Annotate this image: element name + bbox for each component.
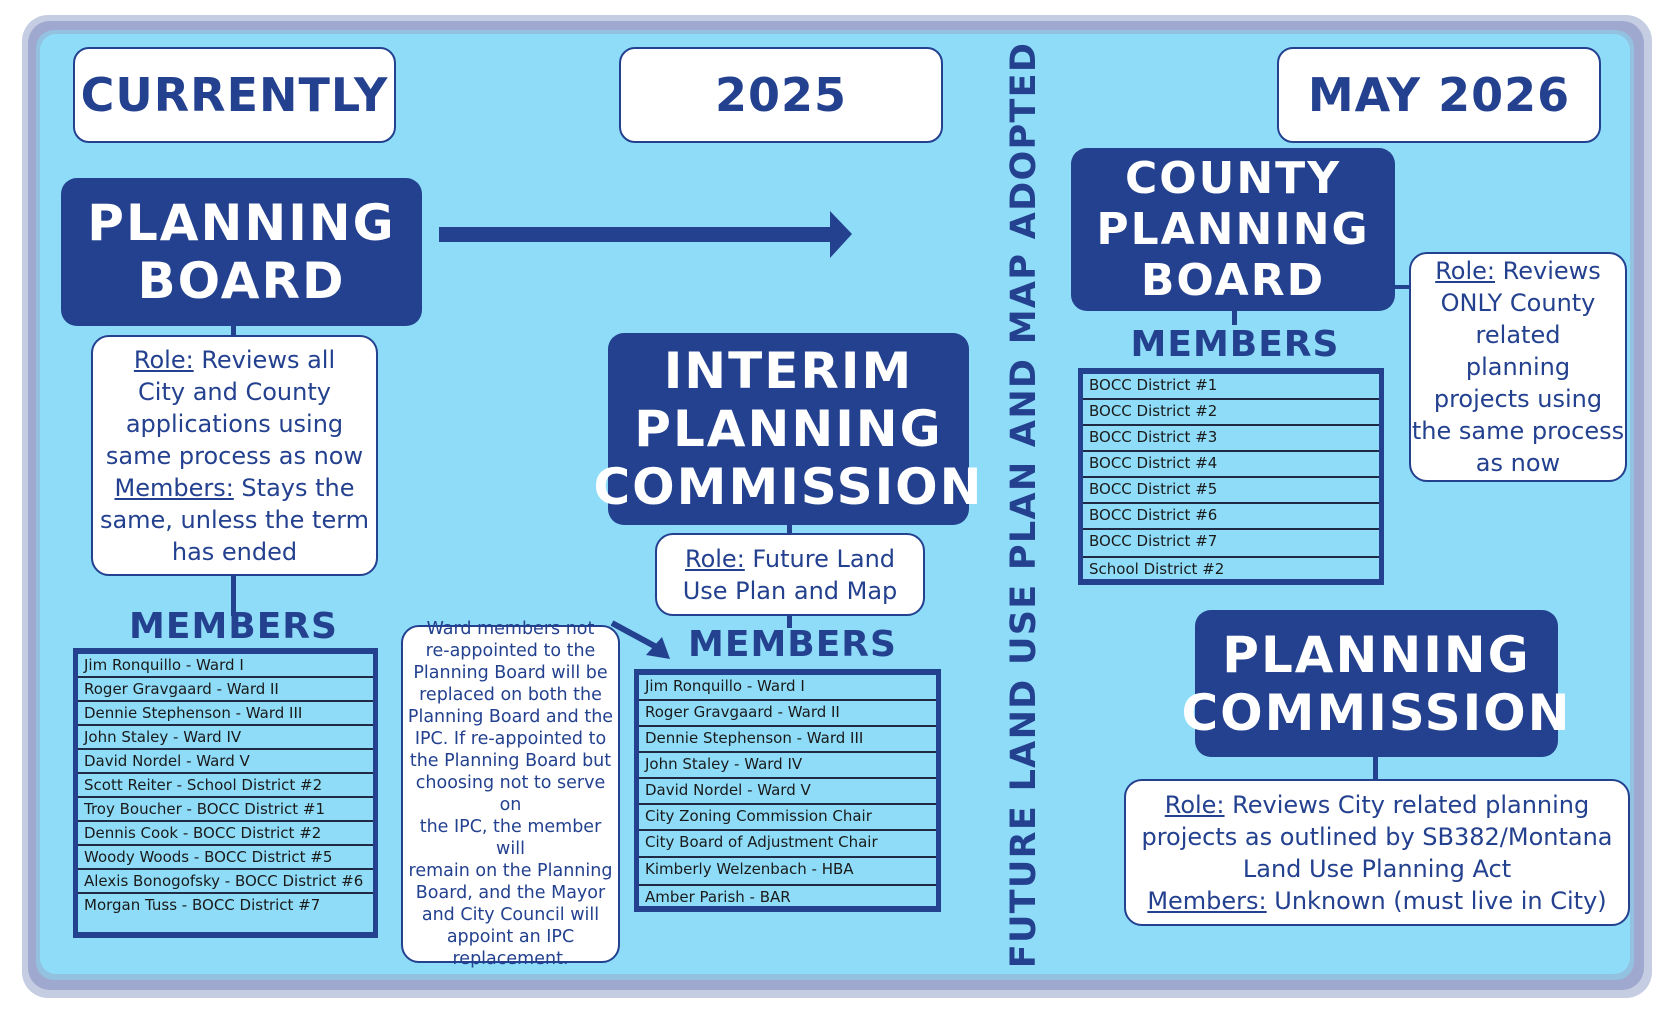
note-line: IPC. If re-appointed to: [414, 729, 607, 749]
planning-board-members-list: [73, 648, 378, 938]
list-item: Troy Boucher - BOCC District #1: [78, 798, 373, 822]
note-line: the IPC, the member will: [419, 817, 602, 859]
note-line: choosing not to serve on: [415, 773, 606, 815]
currently-label-text: CURRENTLY: [80, 68, 389, 122]
ipc-title-line3: COMMISSION: [593, 458, 984, 516]
ipc-members-list: [634, 669, 941, 912]
ipc-role-box: [655, 533, 925, 616]
members-label: Members:: [114, 473, 234, 502]
role-text: City and County: [138, 377, 331, 406]
future-land-use-divider: [1004, 26, 1045, 984]
role-text: related: [1475, 321, 1561, 349]
note-line: remain on the Planning: [408, 861, 613, 881]
cpb-members-list: [1078, 368, 1384, 585]
list-item: Jim Ronquillo - Ward I: [639, 675, 936, 701]
role-text: Reviews: [1495, 257, 1601, 285]
cpb-title-line3: BOARD: [1140, 255, 1326, 307]
note-line: Board, and the Mayor: [415, 883, 606, 903]
note-line: Ward members not: [426, 619, 595, 639]
ipc-members-title: MEMBERS: [688, 624, 897, 665]
note-line: the Planning Board but: [409, 751, 612, 771]
list-item: BOCC District #5: [1083, 478, 1379, 504]
year-2025-label: [619, 47, 943, 143]
role-text: Land Use Planning Act: [1242, 854, 1512, 883]
note-line: re-appointed to the: [425, 641, 596, 661]
transition-arrow-icon: [430, 205, 870, 265]
planning-board-members-title: MEMBERS: [129, 606, 338, 647]
cpb-role-box: [1409, 252, 1627, 482]
note-line: appoint an IPC: [446, 927, 575, 947]
list-item: Scott Reiter - School District #2: [78, 774, 373, 798]
role-label: Role:: [133, 345, 194, 374]
note-line: replaced on both the: [419, 685, 602, 705]
list-item: Kimberly Welzenbach - HBA: [639, 858, 936, 886]
planning-board-header: [61, 178, 422, 326]
role-text: as now: [1475, 449, 1561, 477]
role-text: applications using: [125, 409, 344, 438]
planning-board-title-line2: BOARD: [137, 252, 346, 310]
reappointment-note: [401, 619, 620, 969]
role-label: Role:: [684, 544, 745, 573]
members-label: Members:: [1147, 886, 1267, 915]
connector-line: [1232, 311, 1237, 325]
cpb-members-title: MEMBERS: [1130, 324, 1340, 365]
may-2026-label-text: MAY 2026: [1307, 68, 1571, 122]
role-text: projects using: [1433, 385, 1603, 413]
members-text: same, unless the term: [99, 505, 370, 534]
list-item: BOCC District #7: [1083, 530, 1379, 558]
note-line: replacement.: [452, 949, 569, 969]
members-text: has ended: [171, 537, 298, 566]
list-item: BOCC District #6: [1083, 504, 1379, 530]
planning-board-role-box: [91, 335, 378, 576]
list-item: BOCC District #3: [1083, 426, 1379, 452]
list-item: School District #2: [1089, 560, 1225, 578]
pc-title-line2: COMMISSION: [1181, 683, 1572, 742]
list-item: Roger Gravgaard - Ward II: [639, 701, 936, 727]
list-item: Dennis Cook - BOCC District #2: [78, 822, 373, 846]
note-line: Planning Board and the: [407, 707, 614, 727]
cpb-title-line1: COUNTY: [1124, 152, 1342, 204]
connector-line: [1373, 757, 1378, 781]
pc-role-box: [1124, 779, 1630, 926]
role-text: Reviews City related planning: [1224, 790, 1590, 819]
may-2026-label: [1277, 47, 1601, 143]
interim-planning-commission-header: [593, 333, 984, 525]
list-item: BOCC District #2: [1083, 400, 1379, 426]
role-text: Reviews all: [193, 345, 336, 374]
list-item: Woody Woods - BOCC District #5: [78, 846, 373, 870]
divider-text: FUTURE LAND USE PLAN AND MAP ADOPTED: [1004, 41, 1045, 969]
role-text: the same process: [1411, 417, 1625, 445]
list-item: City Board of Adjustment Chair: [639, 831, 936, 858]
note-line: and City Council will: [421, 905, 600, 925]
year-2025-label-text: 2025: [714, 68, 848, 122]
role-text: projects as outlined by SB382/Montana: [1141, 822, 1613, 851]
list-item: Dennie Stephenson - Ward III: [639, 727, 936, 753]
role-text: Future Land: [744, 544, 896, 573]
county-planning-board-header: [1071, 148, 1395, 311]
planning-commission-header: [1181, 610, 1572, 757]
role-label: Role:: [1164, 790, 1225, 819]
list-item: Dennie Stephenson - Ward III: [78, 702, 373, 726]
list-item: David Nordel - Ward V: [639, 779, 936, 805]
list-item: John Staley - Ward IV: [639, 753, 936, 779]
role-text: Use Plan and Map: [682, 576, 898, 605]
pc-title-line1: PLANNING: [1222, 625, 1531, 684]
list-item: John Staley - Ward IV: [78, 726, 373, 750]
list-item: BOCC District #4: [1083, 452, 1379, 478]
role-text: planning: [1465, 353, 1571, 381]
list-item: Roger Gravgaard - Ward II: [78, 678, 373, 702]
list-item: City Zoning Commission Chair: [639, 805, 936, 831]
cpb-title-line2: PLANNING: [1096, 203, 1370, 255]
members-text: Stays the: [233, 473, 355, 502]
role-text: ONLY County: [1440, 289, 1596, 317]
list-item: Amber Parish - BAR: [645, 888, 791, 906]
ipc-title-line2: PLANNING: [634, 400, 943, 458]
list-item: Alexis Bonogofsky - BOCC District #6: [78, 870, 373, 894]
planning-board-title-line1: PLANNING: [87, 194, 396, 252]
note-line: Planning Board will be: [413, 663, 608, 683]
currently-label: [73, 47, 396, 143]
list-item: David Nordel - Ward V: [78, 750, 373, 774]
members-text: Unknown (must live in City): [1266, 886, 1607, 915]
role-label: Role:: [1435, 257, 1496, 285]
role-text: same process as now: [105, 441, 364, 470]
list-item: Jim Ronquillo - Ward I: [78, 654, 373, 678]
ipc-title-line1: INTERIM: [663, 342, 914, 400]
list-item: BOCC District #1: [1083, 374, 1379, 400]
list-item: Morgan Tuss - BOCC District #7: [84, 896, 321, 914]
